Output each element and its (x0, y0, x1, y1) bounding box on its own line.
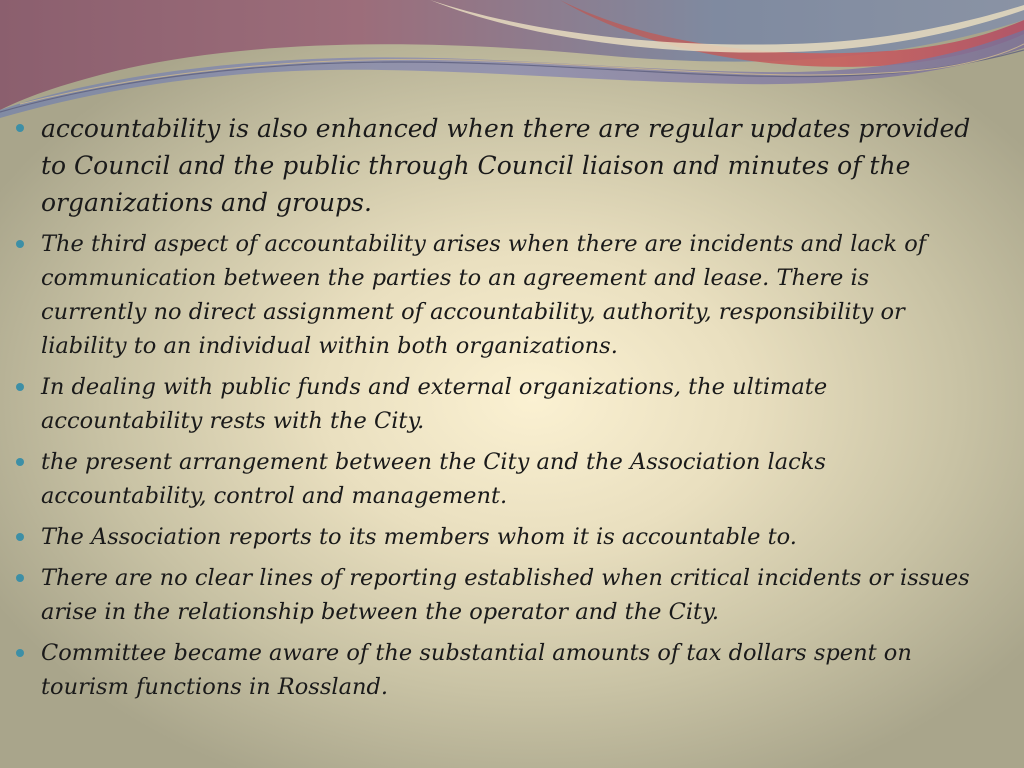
bullet-item (14, 520, 974, 554)
bullet-dot-icon (16, 458, 24, 466)
bullet-item (14, 445, 974, 513)
bullet-item (14, 636, 974, 704)
bullet-item (14, 370, 974, 438)
bullet-text: The Association reports to its members whom it is accountable to. (41, 524, 797, 550)
bullet-dot-icon (16, 240, 24, 248)
bullet-item (14, 561, 974, 629)
bullet-dot-icon (16, 383, 24, 391)
bullet-dot-icon (16, 533, 24, 541)
bullet-dot-icon (16, 124, 24, 132)
bullet-item (14, 227, 974, 363)
bullet-text: accountability is also enhanced when there are regular updates provided to Council and the public through Council liaison and minutes of the organizations and groups. (41, 114, 971, 217)
bullet-text: the present arrangement between the City and the Association lacks accountability, control and management. (41, 449, 826, 509)
bullet-text: In dealing with public funds and external organizations, the ultimate accountability rests with the City. (41, 374, 828, 434)
bullet-dot-icon (16, 649, 24, 657)
bullet-text: Committee became aware of the substantial amounts of tax dollars spent on tourism functions in Rossland. (41, 640, 912, 700)
bullet-list (14, 110, 974, 711)
bullet-dot-icon (16, 574, 24, 582)
bullet-item (14, 110, 974, 221)
bullet-text: There are no clear lines of reporting established when critical incidents or issues arise in the relationship between the operator and the City. (41, 565, 970, 625)
bullet-text: The third aspect of accountability arises when there are incidents and lack of communication between the parties to an agreement and lease. There is currently no direct assignment of accountability, authority, responsibility or liability to an individual within both organizations. (41, 231, 927, 359)
